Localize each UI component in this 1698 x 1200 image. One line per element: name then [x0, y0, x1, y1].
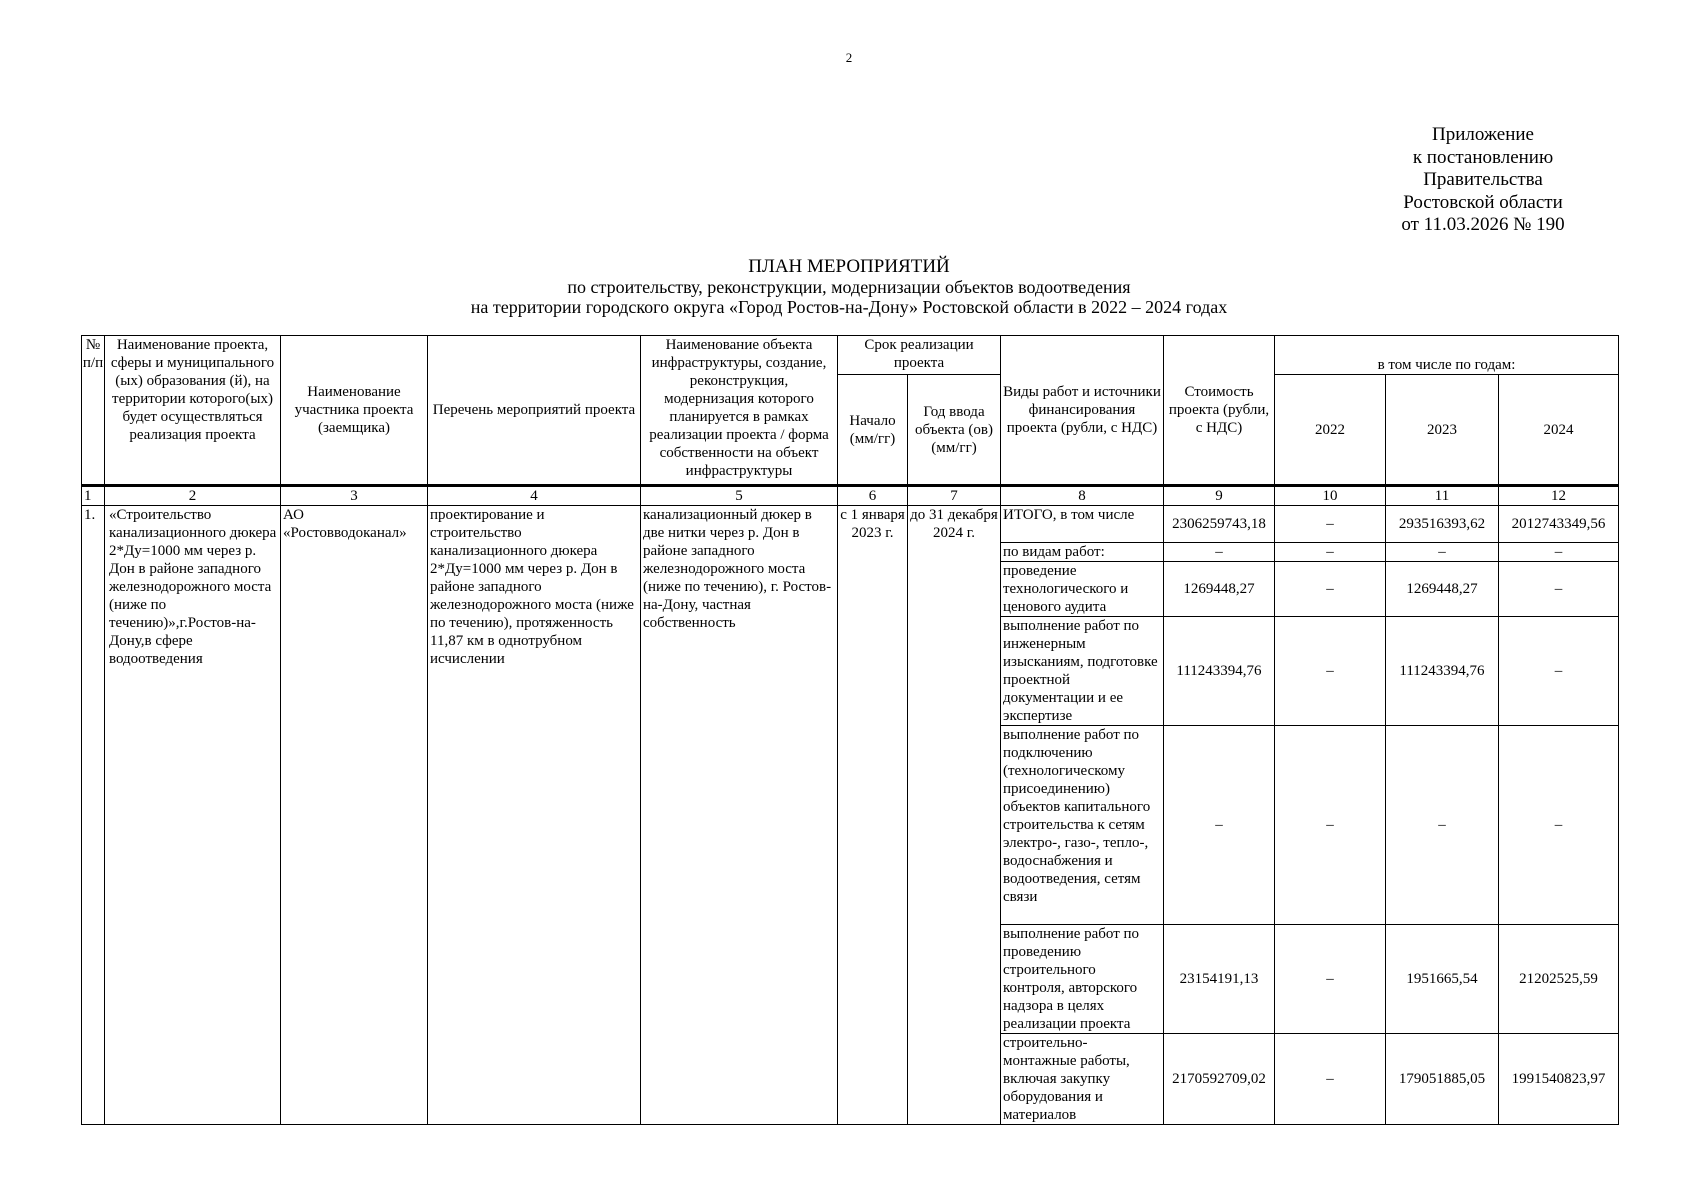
title-line-3: на территории городского округа «Город Ростов-на-Дону» Ростовской области в 2022 – 2024 годах	[470, 297, 1228, 317]
appendix-line: к постановлению	[1412, 146, 1554, 168]
header-object: Наименование объекта инфраструктуры, создание, реконструкция, модернизация которого планируется в рамках реализации проекта / форма собственности на объект инфраструктуры	[641, 336, 838, 486]
cost-cell: 1269448,27	[1164, 562, 1275, 617]
project-object: канализационный дюкер в две нитки через р. Дон в районе западного железнодорожного моста (ниже по течению), г. Ростов-на-Дону, частная собственность	[641, 506, 838, 1125]
year-2023-cell: 111243394,76	[1386, 617, 1499, 726]
work-type: выполнение работ по проведению строительного контроля, авторского надзора в целях реализации проекта	[1001, 925, 1164, 1034]
column-number: 11	[1386, 486, 1499, 506]
year-2024-cell: 2012743349,56	[1499, 506, 1619, 543]
year-2024-cell: –	[1499, 617, 1619, 726]
year-2024-cell: –	[1499, 543, 1619, 562]
header-year-2023: 2023	[1386, 375, 1499, 486]
year-2023-cell: –	[1386, 543, 1499, 562]
year-2023-cell: 179051885,05	[1386, 1034, 1499, 1125]
year-2024-cell: 21202525,59	[1499, 925, 1619, 1034]
title-line-2: по строительству, реконструкции, модернизации объектов водоотведения	[567, 277, 1131, 297]
work-type: выполнение работ по подключению (технологическому присоединению) объектов капитального строительства к сетям электро-, газо-, тепло-, водоснабжения и водоотведения, сетям связи	[1001, 726, 1164, 925]
column-number: 2	[105, 486, 281, 506]
appendix-line: Приложение	[1432, 124, 1534, 145]
column-number: 10	[1275, 486, 1386, 506]
appendix-block	[1373, 124, 1593, 237]
year-2023-cell: 1951665,54	[1386, 925, 1499, 1034]
cost-cell: 111243394,76	[1164, 617, 1275, 726]
header-year-2022: 2022	[1275, 375, 1386, 486]
column-number: 1	[82, 486, 105, 506]
year-2024-cell: 1991540823,97	[1499, 1034, 1619, 1125]
header-measures: Перечень мероприятий проекта	[428, 336, 641, 486]
project-measures: проектирование и строительство канализационного дюкера 2*Ду=1000 мм через р. Дон в районе западного железнодорожного моста (ниже по течению), протяженность 11,87 км в однотрубном исчислении	[428, 506, 641, 1125]
cost-cell: 2170592709,02	[1164, 1034, 1275, 1125]
header-cost: Стоимость проекта (рубли, с НДС)	[1164, 336, 1275, 486]
year-2024-cell: –	[1499, 562, 1619, 617]
cost-cell: 2306259743,18	[1164, 506, 1275, 543]
column-numbers-row	[82, 486, 1619, 506]
work-type: строительно-монтажные работы, включая закупку оборудования и материалов	[1001, 1034, 1164, 1125]
appendix-line: Ростовской области	[1403, 191, 1563, 213]
column-number: 8	[1001, 486, 1164, 506]
year-2022-cell: –	[1275, 1034, 1386, 1125]
cost-cell: –	[1164, 543, 1275, 562]
header-period-group: Срок реализации проекта	[838, 336, 1001, 375]
year-2022-cell: –	[1275, 726, 1386, 925]
project-number: 1.	[82, 506, 105, 1125]
table-row	[82, 506, 1619, 543]
cost-cell: –	[1164, 726, 1275, 925]
title-line-1: ПЛАН МЕРОПРИЯТИЙ	[748, 256, 950, 277]
page-number: 2	[845, 50, 853, 65]
document-title	[0, 257, 1698, 317]
header-year-2024: 2024	[1499, 375, 1619, 486]
year-2022-cell: –	[1275, 506, 1386, 543]
year-2023-cell: 293516393,62	[1386, 506, 1499, 543]
project-participant: АО «Ростовводоканал»	[281, 506, 428, 1125]
header-end: Год ввода объекта (ов) (мм/гг)	[908, 375, 1001, 486]
year-2022-cell: –	[1275, 925, 1386, 1034]
work-type: ИТОГО, в том числе	[1001, 506, 1164, 543]
year-2022-cell: –	[1275, 562, 1386, 617]
header-project-name: Наименование проекта, сферы и муниципального (ых) образования (й), на территории которого(ых) будет осуществляться реализация проекта	[105, 336, 281, 486]
column-number: 5	[641, 486, 838, 506]
year-2024-cell: –	[1499, 726, 1619, 925]
column-number: 3	[281, 486, 428, 506]
header-participant: Наименование участника проекта (заемщика)	[281, 336, 428, 486]
project-start: с 1 января 2023 г.	[838, 506, 908, 1125]
year-2022-cell: –	[1275, 543, 1386, 562]
cost-cell: 23154191,13	[1164, 925, 1275, 1034]
column-number: 12	[1499, 486, 1619, 506]
year-2023-cell: –	[1386, 726, 1499, 925]
header-work-types: Виды работ и источники финансирования проекта (рубли, с НДС)	[1001, 336, 1164, 486]
header-num: № п/п	[82, 336, 105, 486]
appendix-line: от 11.03.2026 № 190	[1401, 214, 1565, 235]
year-2023-cell: 1269448,27	[1386, 562, 1499, 617]
column-number: 7	[908, 486, 1001, 506]
year-2022-cell: –	[1275, 617, 1386, 726]
work-type: выполнение работ по инженерным изысканиям, подготовке проектной документации и ее экспертизе	[1001, 617, 1164, 726]
header-row-1	[82, 336, 1619, 375]
appendix-line: Правительства	[1423, 169, 1543, 190]
work-type: проведение технологического и ценового аудита	[1001, 562, 1164, 617]
project-name: «Строительство канализационного дюкера 2*Ду=1000 мм через р. Дон в районе западного железнодорожного моста (ниже по течению)»,г.Ростов-на-Дону,в сфере водоотведения	[105, 506, 281, 1125]
column-number: 9	[1164, 486, 1275, 506]
column-number: 6	[838, 486, 908, 506]
plan-table	[81, 335, 1619, 1125]
header-years-group: в том числе по годам:	[1275, 336, 1619, 375]
work-type: по видам работ:	[1001, 543, 1164, 562]
header-start: Начало (мм/гг)	[838, 375, 908, 486]
column-number: 4	[428, 486, 641, 506]
project-end: до 31 декабря 2024 г.	[908, 506, 1001, 1125]
